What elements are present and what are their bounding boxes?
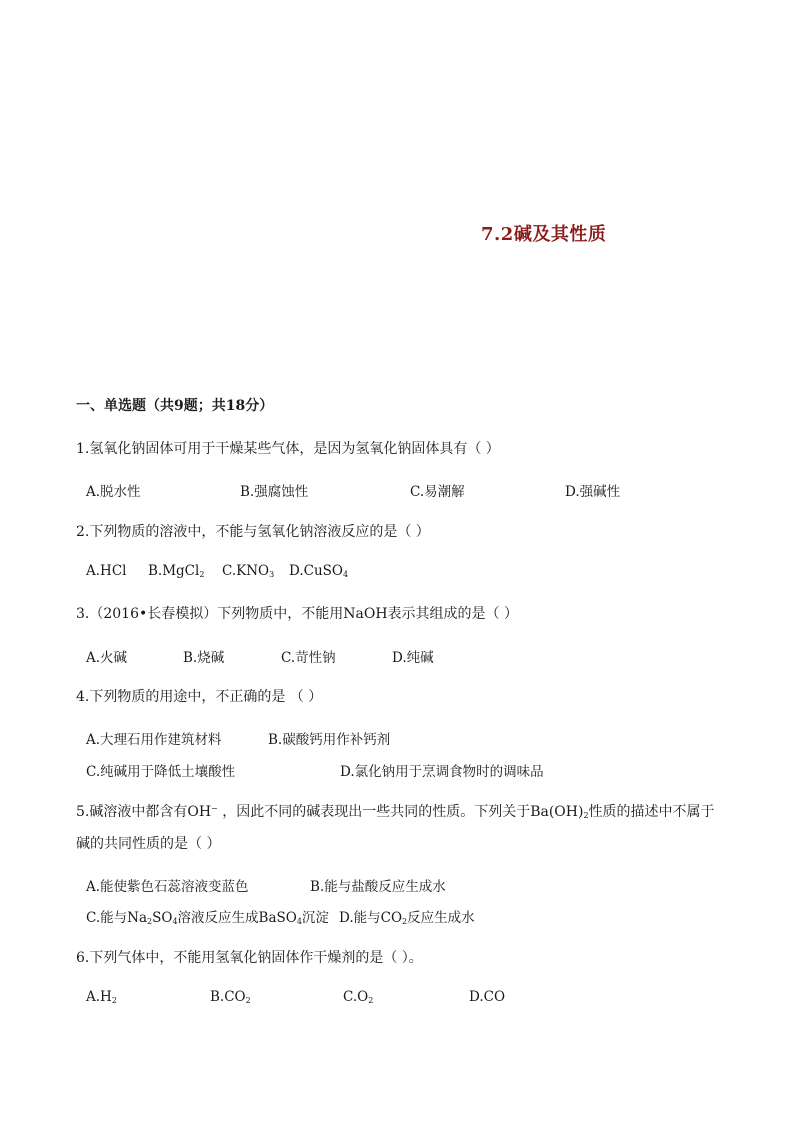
q1-option-a: A.脱水性 (86, 484, 141, 500)
q6-option-a: $A.H_2$ (86, 989, 117, 1005)
question-6-stem: 6.下列气体中，不能用氢氧化钠固体作干燥剂的是（ ）。 (76, 950, 423, 966)
document-title: 7.2碱及其性质 (481, 224, 607, 245)
question-3-stem: 3.（2016•长春模拟）下列物质中，不能用NaOH表示其组成的是（ ） (76, 606, 518, 622)
q4-option-b: B.碳酸钙用作补钙剂 (268, 732, 391, 748)
question-5-stem-line2: 碱的共同性质的是（ ） (76, 836, 221, 852)
q6-option-c: $C.O_2$ (343, 989, 374, 1005)
section-heading: 一、单选题（共9题；共18分） (76, 398, 274, 414)
q1-option-b: B.强腐蚀性 (240, 484, 309, 500)
q3-option-a: A.火碱 (86, 650, 128, 666)
q4-option-a: A.大理石用作建筑材料 (86, 732, 222, 748)
q2-option-c: $C.KNO_3$ (222, 563, 275, 579)
question-2-stem: 2.下列物质的溶液中，不能与氢氧化钠溶液反应的是（ ） (76, 524, 430, 540)
q1-option-c: C.易潮解 (410, 484, 465, 500)
q5-option-c: C.能与$Na_2SO_4$溶液反应生成BaSO$_4$沉淀 (86, 910, 329, 926)
q2-option-b: B.MgCl$_2$ (148, 563, 205, 579)
q6-option-b: $B.CO_2$ (210, 989, 251, 1005)
q5-option-d: D.能与$CO_2$反应生成水 (339, 910, 475, 926)
question-1-stem: 1.氢氧化钠固体可用于干燥某些气体，是因为氢氧化钠固体具有（ ） (76, 441, 500, 457)
q4-option-c: C.纯碱用于降低土壤酸性 (86, 764, 236, 780)
q1-option-d: D.强碱性 (565, 484, 621, 500)
q2-option-a: A.HCl (86, 563, 127, 579)
question-5-stem: 5.碱溶液中都含有OH− ，因此不同的碱表现出一些共同的性质。下列关于$Ba(OH)_2$性质的描述中不属于 (76, 804, 715, 820)
q2-option-d: D.CuSO$_4$ (289, 563, 349, 579)
q4-option-d: D.氯化钠用于烹调食物时的调味品 (340, 764, 544, 780)
q6-option-d: D.CO (469, 989, 506, 1005)
q3-option-b: B.烧碱 (183, 650, 225, 666)
question-4-stem: 4.下列物质的用途中，不正确的是 （ ） (76, 689, 323, 705)
q5-option-a: A.能使紫色石蕊溶液变蓝色 (86, 879, 249, 895)
q5-option-b: B.能与盐酸反应生成水 (310, 879, 446, 895)
q3-option-c: C.苛性钠 (281, 650, 336, 666)
q3-option-d: D.纯碱 (392, 650, 434, 666)
